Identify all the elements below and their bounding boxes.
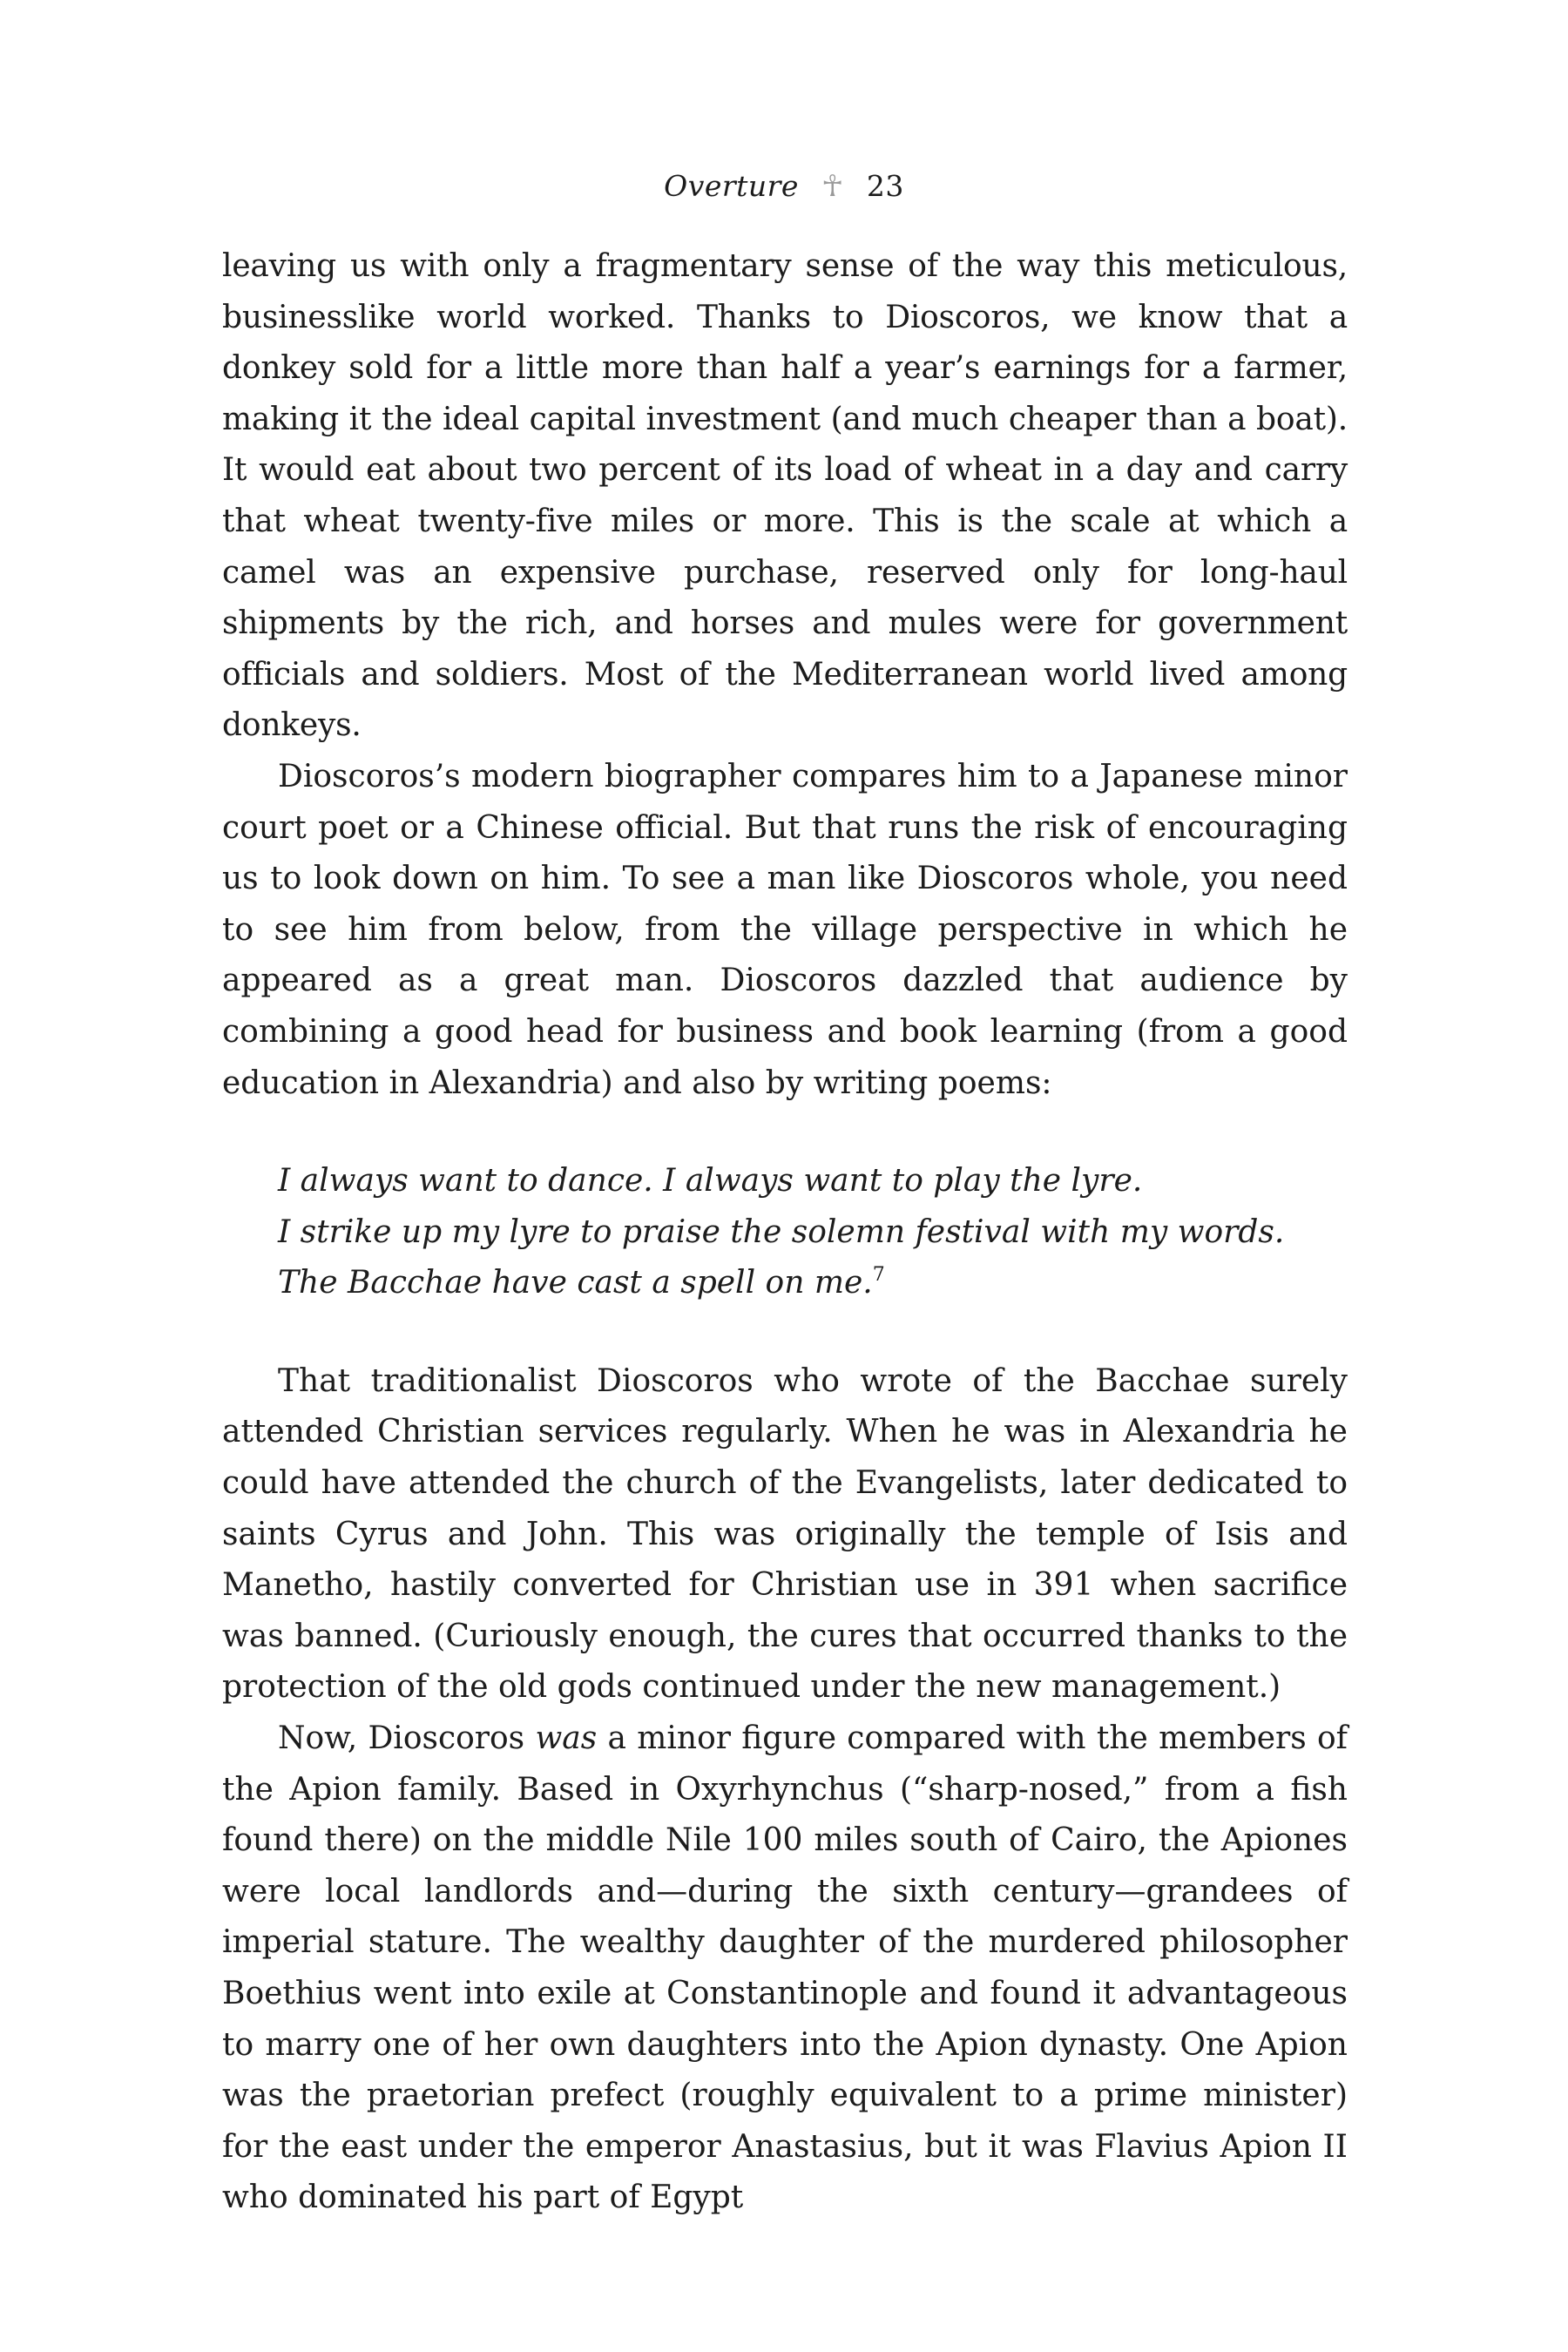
poem-line-1	[278, 1156, 1348, 1207]
footnote-reference[interactable]: 7	[872, 1264, 885, 1287]
paragraph-apion-rest: a minor figure compared with the members of the Apion family. Based in Oxyrhynchus (“sharp-nosed,” from a fish found there) on the middle Nile 100 miles south of Cairo, the Apiones were local landlords and—during the sixth century—grandees of imperial stature. The wealthy daughter of the murdered philosopher Boethius went into exile at Constantinople and found it advantageous to marry one of her own daughters into the Apion dynasty. One Apion was the praetorian prefect (roughly equivalent to a prime minister) for the east under the emperor Anastasius, but it was Flavius Apion II who dominated his part of Egypt	[222, 1720, 1348, 2216]
poem-line-2	[278, 1207, 1348, 1259]
emphasis-was: was	[535, 1720, 598, 1757]
poem-quotation	[222, 1109, 1348, 1356]
poem-line-3	[278, 1258, 1348, 1309]
poem-line-1-text: I always want to dance. I always want to play the lyre.	[278, 1163, 1143, 1200]
paragraph-biographer: Dioscoros’s modern biographer compares him to a Japanese minor court poet or a Chinese official. But that runs the risk of encouraging us to look down on him. To see a man like Dioscoros whole, you need to see him from below, from the village perspective in which he appeared as a great man. Dioscoros dazzled that audience by combining a good head for business and book learning (from a good education in Alexandria) and also by writing poems:	[222, 758, 1348, 1101]
body-text	[222, 241, 1348, 2224]
poem-line-2-text: I strike up my lyre to praise the solemn festival with my words.	[278, 1213, 1285, 1250]
poem-line-3-text: The Bacchae have cast a spell on me.	[278, 1265, 873, 1301]
paragraph-apion	[222, 1713, 1348, 2224]
running-head	[0, 167, 1568, 206]
chapter-title: Overture	[664, 169, 799, 203]
paragraph-alexandria: That traditionalist Dioscoros who wrote of the Bacchae surely attended Christian services regularly. When he was in Alexandria he could have attended the church of the Evangelists, later dedicated to saints Cyrus and John. This was originally the temple of Isis and Manetho, hastily converted for Christian use in 391 when sacrifice was banned. (Curiously enough, the cures that occurred thanks to the protection of the old gods continued under the new management.)	[222, 1362, 1348, 1706]
ornament-icon: ☥	[821, 169, 844, 204]
paragraph-apion-start: Now, Dioscoros	[278, 1720, 536, 1757]
page-number: 23	[866, 169, 904, 203]
paragraph-continued: leaving us with only a fragmentary sense of the way this meticulous, businesslike world worked. Thanks to Dioscoros, we know that a donkey sold for a little more than half a year’s earnings for a farmer, making it the ideal capital investment (and much cheaper than a boat). It would eat about two percent of its load of wheat in a day and carry that wheat twenty-five miles or more. This is the scale at which a camel was an expensive purchase, reserved only for long-haul shipments by the rich, and horses and mules were for government officials and soldiers. Most of the Mediterranean world lived among donkeys.	[222, 248, 1348, 744]
